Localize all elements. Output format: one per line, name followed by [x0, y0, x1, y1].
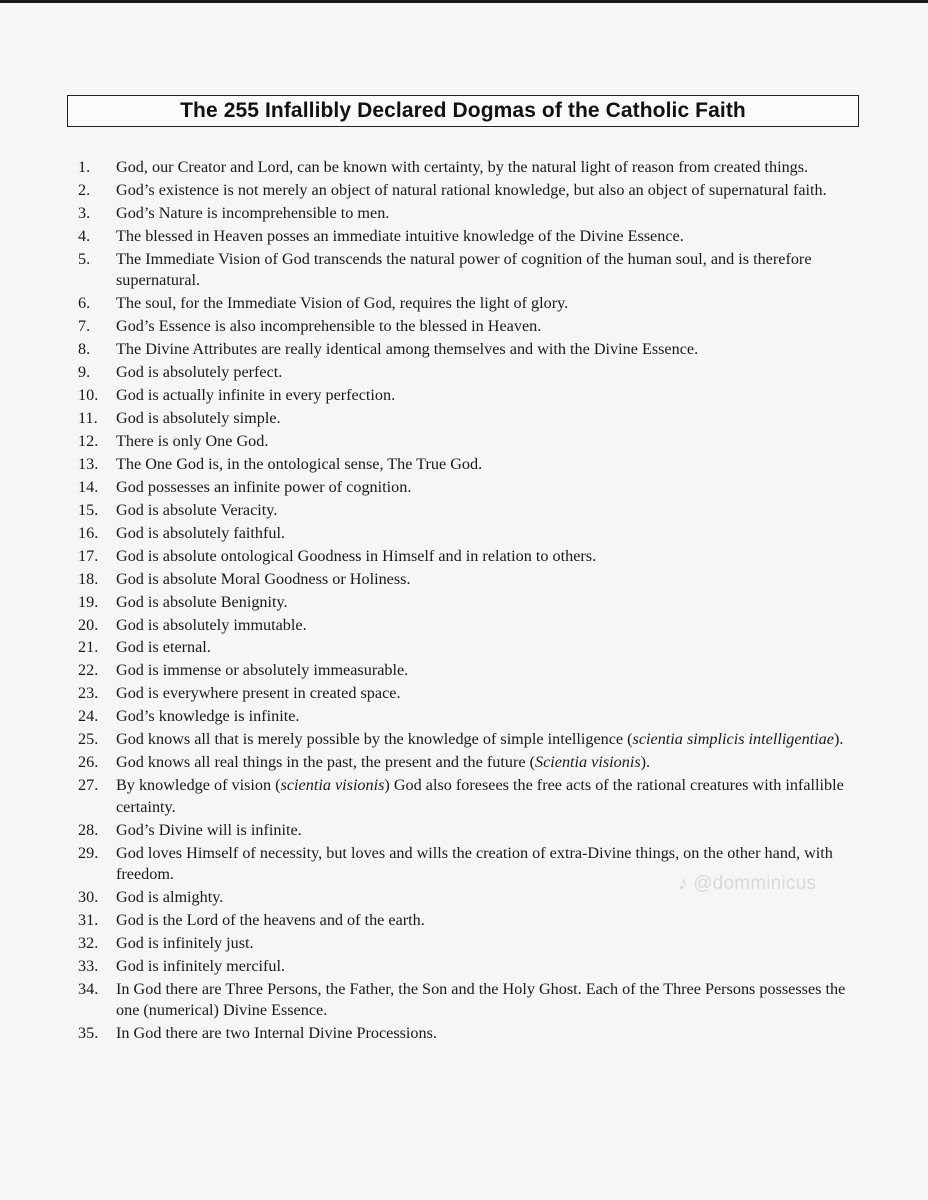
list-item: [60, 523, 860, 544]
item-text: [116, 362, 860, 383]
item-text: [116, 775, 860, 818]
text-segment: ).: [833, 730, 844, 749]
text-segment: By knowledge of vision (: [116, 776, 281, 795]
item-number: 5.: [78, 249, 91, 268]
text-segment: ).: [640, 753, 651, 772]
list-item: [60, 660, 860, 681]
item-text: [116, 477, 860, 498]
item-text: [116, 569, 860, 590]
item-text: [116, 339, 860, 360]
list-item: [60, 706, 860, 727]
item-text: [116, 203, 860, 224]
list-item: [60, 933, 860, 954]
text-segment: God is almighty.: [116, 887, 224, 906]
item-number: 9.: [78, 363, 91, 382]
item-number: 18.: [78, 569, 99, 588]
item-number: 23.: [78, 684, 99, 703]
item-number: 16.: [78, 523, 99, 542]
item-number: 28.: [78, 820, 99, 839]
text-segment: God is absolutely immutable.: [116, 615, 307, 634]
list-item: [60, 569, 860, 590]
item-text: [116, 752, 860, 773]
watermark-handle: @domminicus: [693, 873, 817, 894]
text-segment: God is absolute Moral Goodness or Holiness.: [116, 569, 411, 588]
italic-latin-term: scientia simplicis intelligentiae: [632, 730, 834, 749]
item-text: [116, 615, 860, 636]
list-item: [60, 615, 860, 636]
list-item: [60, 362, 860, 383]
item-text: [116, 454, 860, 475]
list-item: [60, 477, 860, 498]
text-segment: God is the Lord of the heavens and of the earth.: [116, 910, 425, 929]
list-item: [60, 752, 860, 773]
list-item: [60, 683, 860, 704]
text-segment: God is eternal.: [116, 638, 211, 657]
item-number: 8.: [78, 340, 91, 359]
item-number: 3.: [78, 203, 91, 222]
item-text: [116, 385, 860, 406]
text-segment: God loves Himself of necessity, but loves and wills the creation of extra-Divine things, on the other hand, with freedom.: [116, 843, 833, 883]
item-text: [116, 683, 860, 704]
text-segment: God is infinitely merciful.: [116, 956, 286, 975]
text-segment: God is absolute Veracity.: [116, 500, 278, 519]
item-number: 33.: [78, 956, 99, 975]
list-item: [60, 910, 860, 931]
text-segment: In God there are Three Persons, the Father, the Son and the Holy Ghost. Each of the Three Persons possesses the one (numerical) Divine Essence.: [116, 979, 846, 1020]
list-item: [60, 293, 860, 314]
item-number: 1.: [78, 158, 91, 176]
item-text: [116, 637, 860, 658]
list-item: [60, 592, 860, 613]
item-text: [116, 706, 860, 727]
item-text: [116, 500, 860, 521]
item-number: 24.: [78, 707, 99, 726]
italic-latin-term: scientia visionis: [280, 776, 385, 795]
item-number: 12.: [78, 431, 99, 450]
text-segment: God is infinitely just.: [116, 933, 254, 952]
list-item: [60, 180, 860, 201]
top-border-rule: [0, 0, 928, 3]
list-item: [60, 775, 860, 818]
list-item: [60, 157, 860, 178]
item-number: 6.: [78, 294, 91, 313]
list-item: [60, 339, 860, 360]
list-item: [60, 431, 860, 452]
list-item: [60, 956, 860, 977]
item-text: [116, 820, 860, 841]
text-segment: The soul, for the Immediate Vision of God, requires the light of glory.: [116, 294, 569, 313]
item-number: 4.: [78, 226, 91, 245]
text-segment: God knows all real things in the past, the present and the future (: [116, 753, 535, 772]
item-number: 13.: [78, 454, 99, 473]
list-item: [60, 203, 860, 224]
text-segment: The Immediate Vision of God transcends the natural power of cognition of the human soul, and is therefore supernatural.: [116, 249, 812, 290]
text-segment: God is immense or absolutely immeasurable.: [116, 661, 409, 680]
item-text: [116, 180, 860, 201]
item-number: 31.: [78, 910, 99, 929]
text-segment: God is everywhere present in created space.: [116, 684, 401, 703]
item-number: 15.: [78, 500, 99, 519]
item-number: 26.: [78, 753, 99, 772]
item-number: 20.: [78, 615, 99, 634]
item-number: 34.: [78, 979, 99, 998]
text-segment: God is absolute Benignity.: [116, 592, 288, 611]
item-number: 25.: [78, 730, 99, 749]
item-number: 10.: [78, 385, 99, 404]
item-number: 11.: [78, 408, 98, 427]
item-number: 19.: [78, 592, 99, 611]
item-text: [116, 293, 860, 314]
item-text: [116, 592, 860, 613]
item-number: 35.: [78, 1024, 99, 1043]
list-item: [60, 454, 860, 475]
list-item: [60, 249, 860, 292]
list-item: [60, 637, 860, 658]
text-segment: The Divine Attributes are really identical among themselves and with the Divine Essence.: [116, 340, 699, 359]
item-number: 21.: [78, 638, 99, 657]
tiktok-icon: ♪: [678, 873, 688, 894]
item-text: [116, 226, 860, 247]
list-item: [60, 316, 860, 337]
list-item: [60, 500, 860, 521]
text-segment: God possesses an infinite power of cognition.: [116, 477, 412, 496]
item-number: 27.: [78, 776, 99, 795]
item-text: [116, 933, 860, 954]
item-text: [116, 523, 860, 544]
item-text: [116, 249, 860, 292]
text-segment: God, our Creator and Lord, can be known with certainty, by the natural light of reason from created things.: [116, 158, 809, 176]
item-number: 32.: [78, 933, 99, 952]
item-text: [116, 431, 860, 452]
text-segment: God knows all that is merely possible by the knowledge of simple intelligence (: [116, 730, 633, 749]
item-number: 17.: [78, 546, 99, 565]
item-text: [116, 1023, 860, 1044]
list-item: [60, 385, 860, 406]
list-item: [60, 408, 860, 429]
title-box: [67, 95, 859, 127]
item-number: 14.: [78, 477, 99, 496]
item-text: [116, 910, 860, 931]
page-title: The 255 Infallibly Declared Dogmas of the Catholic Faith: [180, 99, 746, 122]
list-item: [60, 226, 860, 247]
text-segment: God’s existence is not merely an object of natural rational knowledge, but also an object of supernatural faith.: [116, 180, 827, 199]
text-segment: God is absolutely perfect.: [116, 363, 283, 382]
list-item: [60, 729, 860, 750]
text-segment: God is absolute ontological Goodness in Himself and in relation to others.: [116, 546, 597, 565]
item-number: 22.: [78, 661, 99, 680]
text-segment: God’s Nature is incomprehensible to men.: [116, 203, 390, 222]
list-item: [60, 546, 860, 567]
item-text: [116, 979, 860, 1022]
item-number: 29.: [78, 843, 99, 862]
text-segment: ) God also foresees the free acts of the rational creatures with infallible certainty.: [116, 776, 844, 816]
text-segment: God’s Divine will is infinite.: [116, 820, 302, 839]
text-segment: There is only One God.: [116, 431, 269, 450]
item-text: [116, 546, 860, 567]
list-item: [60, 979, 860, 1022]
text-segment: God’s knowledge is infinite.: [116, 707, 300, 726]
item-text: [116, 157, 860, 178]
dogma-list: [60, 157, 860, 1046]
item-text: [116, 408, 860, 429]
item-number: 7.: [78, 317, 91, 336]
list-item: [60, 820, 860, 841]
item-text: [116, 956, 860, 977]
item-number: 30.: [78, 887, 99, 906]
list-item: [60, 1023, 860, 1044]
italic-latin-term: Scientia visionis: [534, 753, 641, 772]
item-text: [116, 316, 860, 337]
item-text: [116, 660, 860, 681]
item-number: 2.: [78, 180, 91, 199]
text-segment: God is absolutely simple.: [116, 408, 281, 427]
text-segment: The One God is, in the ontological sense, The True God.: [116, 454, 483, 473]
watermark: [678, 873, 816, 895]
item-text: [116, 729, 860, 750]
text-segment: God is actually infinite in every perfection.: [116, 385, 396, 404]
text-segment: God is absolutely faithful.: [116, 523, 286, 542]
text-segment: The blessed in Heaven posses an immediate intuitive knowledge of the Divine Essence.: [116, 226, 684, 245]
text-segment: In God there are two Internal Divine Processions.: [116, 1024, 437, 1043]
text-segment: God’s Essence is also incomprehensible to the blessed in Heaven.: [116, 317, 542, 336]
